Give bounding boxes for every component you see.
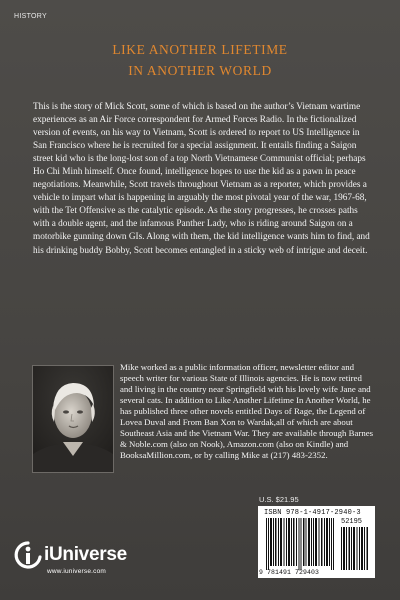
book-title-line-1: LIKE ANOTHER LIFETIME [112,42,288,57]
ean-digits: 9 781491 729403 [259,569,320,576]
isbn-number: ISBN 978-1-4917-2940-3 [264,509,361,517]
publisher-name: iUniverse [44,544,127,565]
iuniverse-logo-icon [14,540,42,570]
author-bio: Mike worked as a public information officer, newsletter editor and speech writer for various State of Illinois agencies. He is now retired and living in the country near Springfield with his lovely wife Jane and several cats. In addition to Like Another Lifetime In Another World, he has published three other novels entitled Days of Rage, the Legend of Lovea Duval and From Ban Xon to Wardak,all of which are about Southeast Asia and the Vietnam War. They are available through Barnes & Noble.com (also on Nook), Amazon.com (also on Kindle) and BooksaMillion.com, or by calling Mike at (217) 483-2352. [120,362,374,461]
addon-price-code: 52195 [341,518,363,526]
isbn-barcode [258,506,375,578]
publisher-logo [14,540,144,580]
addon-barcode-bars [341,527,369,570]
publisher-url: www.iuniverse.com [47,568,107,575]
genre-label: HISTORY [14,13,47,20]
book-title-line-2: IN ANOTHER WORLD [128,63,272,78]
book-title [0,39,400,81]
synopsis: This is the story of Mick Scott, some of which is based on the author’s Vietnam wartime experiences as an Air Force correspondent for Armed Forces Radio. In the fictionalized version of events, on his way to Vietnam, Scott is ordered to report to US Intelligence in San Francisco where he is recruited for a special assignment. It entails finding a Saigon street kid who is the long-lost son of a top North Vietnamese Communist official; perhaps Ho Chi Minh himself. Once found, intelligence hopes to use the kid as a pawn in peace negotiations. Meanwhile, Scott travels throughout Vietnam as a reporter, which provides a vehicle to impart what is happening in arguably the most pivotal year of the war, 1967-68, with the Tet Offensive as the catalytic episode. As the story progresses, he crosses paths with a double agent, and the infamous Panther Lady, who is riding around Saigon on a motorbike gunning down GIs. Along with them, the kid intelligence wants him to find, and his drinking buddy Bobby, Scott becomes entangled in a sticky web of intrigue and deceit. [33,102,370,256]
ean-barcode-bars [264,518,336,570]
author-photo [33,366,113,472]
price-label: U.S. $21.95 [259,495,299,504]
